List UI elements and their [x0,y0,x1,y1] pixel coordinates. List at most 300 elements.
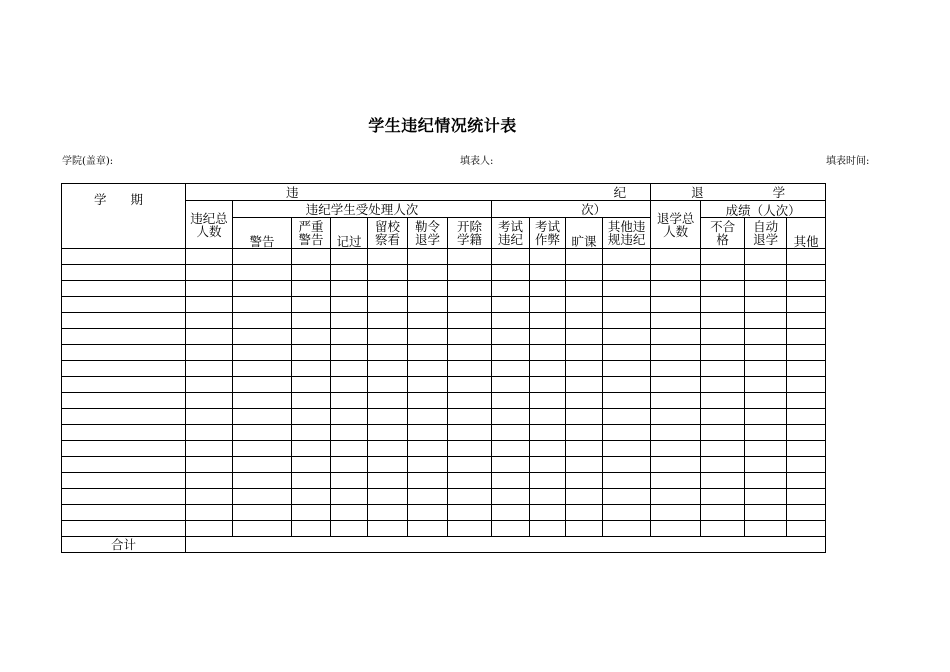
count-cell [368,505,408,521]
term-cell [62,281,186,297]
count-cell [701,393,745,409]
punishment-header: 违纪学生受处理人次 [233,201,492,218]
count-cell [368,457,408,473]
violation-group-header [186,184,651,201]
count-cell [233,265,292,281]
count-cell [233,457,292,473]
count-cell [651,281,701,297]
count-cell [745,489,787,505]
count-cell [566,393,603,409]
term-cell [62,313,186,329]
count-cell [787,425,826,441]
count-cell [408,409,448,425]
term-cell [62,377,186,393]
count-cell [701,441,745,457]
count-cell [233,393,292,409]
count-cell [651,521,701,537]
count-cell [292,441,331,457]
count-cell [566,345,603,361]
count-cell [448,505,492,521]
count-cell [233,345,292,361]
count-cell [233,441,292,457]
count-cell [492,409,530,425]
count-cell [787,377,826,393]
table-row [62,345,826,361]
count-cell [651,457,701,473]
count-cell [186,265,233,281]
count-cell [787,265,826,281]
count-cell [787,505,826,521]
count-cell [566,361,603,377]
count-cell [530,521,566,537]
count-cell [186,521,233,537]
count-cell [331,297,368,313]
table-row [62,249,826,265]
count-cell [448,265,492,281]
count-cell [701,473,745,489]
count-cell [492,377,530,393]
count-cell [331,409,368,425]
count-cell [566,297,603,313]
count-cell [651,489,701,505]
count-cell [651,329,701,345]
page-title: 学生违纪情况统计表 [368,116,517,135]
count-cell [787,489,826,505]
count-cell [448,377,492,393]
count-cell [368,425,408,441]
count-cell [530,361,566,377]
count-cell [233,473,292,489]
count-cell [745,249,787,265]
count-cell [368,393,408,409]
count-cell [566,425,603,441]
withdraw-group-right: 学 [772,184,786,200]
count-cell [787,457,826,473]
withdraw-group-header [651,184,826,201]
count-cell [787,281,826,297]
count-cell [603,473,651,489]
table-row [62,473,826,489]
count-cell [233,489,292,505]
count-cell [651,473,701,489]
table-row [62,377,826,393]
grades-header: 成绩（人次） [701,201,826,218]
count-cell [331,265,368,281]
count-cell [651,297,701,313]
count-cell [233,297,292,313]
count-cell [448,409,492,425]
table-row [62,361,826,377]
count-cell [787,313,826,329]
count-cell [651,409,701,425]
count-cell [787,441,826,457]
count-cell [448,281,492,297]
count-cell [745,521,787,537]
count-cell [186,441,233,457]
count-cell [368,489,408,505]
count-cell [651,249,701,265]
count-cell [492,489,530,505]
count-cell [233,425,292,441]
count-cell [492,313,530,329]
col-header-serious-warning: 严重 警告 [292,218,331,249]
count-cell [651,265,701,281]
count-cell [787,297,826,313]
count-cell [186,249,233,265]
count-cell [745,473,787,489]
count-cell [186,281,233,297]
count-cell [745,345,787,361]
col-header-exam-violation: 考试 违纪 [492,218,530,249]
count-cell [651,505,701,521]
table-row [62,505,826,521]
count-cell [368,297,408,313]
col-header-truancy: 旷课 [566,218,603,249]
count-cell [745,265,787,281]
count-cell [331,313,368,329]
count-cell [292,361,331,377]
count-cell [651,393,701,409]
count-cell [331,281,368,297]
col-header-demerit: 记过 [331,218,368,249]
count-cell [186,393,233,409]
count-cell [701,521,745,537]
count-cell [448,521,492,537]
count-cell [448,249,492,265]
count-cell [331,441,368,457]
count-cell [233,361,292,377]
table-row [62,393,826,409]
times-suffix-header: 次） [492,201,651,218]
col-header-expulsion: 开除 学籍 [448,218,492,249]
count-cell [530,505,566,521]
count-cell [408,441,448,457]
count-cell [701,313,745,329]
table-row [62,441,826,457]
count-cell [603,521,651,537]
count-cell [408,521,448,537]
count-cell [745,425,787,441]
count-cell [186,425,233,441]
count-cell [745,505,787,521]
count-cell [368,265,408,281]
count-cell [603,409,651,425]
college-seal-label: 学院(盖章): [62,156,114,167]
count-cell [745,313,787,329]
count-cell [186,329,233,345]
count-cell [492,345,530,361]
count-cell [603,313,651,329]
count-cell [745,297,787,313]
count-cell [492,521,530,537]
count-cell [701,249,745,265]
fill-date-label: 填表时间: [826,156,870,167]
count-cell [701,377,745,393]
count-cell [701,457,745,473]
count-cell [408,265,448,281]
count-cell [745,457,787,473]
count-cell [566,409,603,425]
count-cell [701,489,745,505]
count-cell [408,345,448,361]
count-cell [331,393,368,409]
count-cell [368,361,408,377]
count-cell [292,489,331,505]
count-cell [331,361,368,377]
count-cell [331,329,368,345]
count-cell [408,361,448,377]
count-cell [745,329,787,345]
count-cell [603,345,651,361]
total-label: 合计 [62,537,186,553]
count-cell [701,265,745,281]
count-cell [566,521,603,537]
col-header-exam-cheating: 考试 作弊 [530,218,566,249]
count-cell [292,297,331,313]
count-cell [701,345,745,361]
count-cell [603,281,651,297]
count-cell [448,313,492,329]
count-cell [745,281,787,297]
count-cell [408,393,448,409]
term-cell [62,393,186,409]
count-cell [186,409,233,425]
count-cell [603,393,651,409]
count-cell [331,249,368,265]
term-cell [62,425,186,441]
count-cell [701,361,745,377]
count-cell [233,521,292,537]
count-cell [492,425,530,441]
term-cell [62,457,186,473]
count-cell [651,345,701,361]
count-cell [368,441,408,457]
term-cell [62,329,186,345]
count-cell [566,489,603,505]
term-cell [62,265,186,281]
count-cell [651,425,701,441]
count-cell [292,521,331,537]
count-cell [292,265,331,281]
count-cell [566,281,603,297]
count-cell [233,505,292,521]
count-cell [331,425,368,441]
count-cell [787,329,826,345]
count-cell [566,377,603,393]
count-cell [408,313,448,329]
count-cell [186,473,233,489]
count-cell [448,457,492,473]
count-cell [233,409,292,425]
count-cell [492,473,530,489]
count-cell [651,441,701,457]
count-cell [603,297,651,313]
term-cell [62,409,186,425]
count-cell [448,441,492,457]
count-cell [368,313,408,329]
term-cell [62,473,186,489]
count-cell [368,377,408,393]
count-cell [701,409,745,425]
count-cell [186,505,233,521]
count-cell [331,505,368,521]
count-cell [530,473,566,489]
count-cell [448,345,492,361]
table-row [62,297,826,313]
count-cell [530,345,566,361]
count-cell [408,505,448,521]
table-row [62,313,826,329]
table-row [62,425,826,441]
count-cell [530,441,566,457]
violation-group-left: 违 [286,184,299,200]
count-cell [603,425,651,441]
term-cell [62,249,186,265]
term-cell [62,297,186,313]
count-cell [651,361,701,377]
count-cell [331,345,368,361]
col-header-warning: 警告 [233,218,292,249]
count-cell [701,505,745,521]
count-cell [745,393,787,409]
count-cell [408,249,448,265]
col-header-voluntary-withdrawal: 自动 退学 [745,218,787,249]
count-cell [701,281,745,297]
count-cell [448,473,492,489]
term-header: 学 期 [94,191,153,207]
count-cell [530,281,566,297]
table-row [62,409,826,425]
count-cell [651,313,701,329]
count-cell [331,457,368,473]
count-cell [331,489,368,505]
count-cell [566,329,603,345]
count-cell [701,297,745,313]
count-cell [530,249,566,265]
count-cell [292,425,331,441]
count-cell [368,473,408,489]
count-cell [368,409,408,425]
col-header-probation: 留校 察看 [368,218,408,249]
count-cell [566,505,603,521]
count-cell [651,377,701,393]
count-cell [233,313,292,329]
filled-by-label: 填表人: [460,156,494,167]
col-header-other-violations: 其他违 规违纪 [603,218,651,249]
count-cell [408,329,448,345]
col-header-other: 其他 [787,218,826,249]
count-cell [530,377,566,393]
count-cell [292,409,331,425]
count-cell [233,377,292,393]
term-cell [62,489,186,505]
count-cell [492,249,530,265]
count-cell [492,329,530,345]
table-row [62,281,826,297]
count-cell [448,361,492,377]
count-cell [186,297,233,313]
count-cell [492,361,530,377]
count-cell [530,393,566,409]
count-cell [292,313,331,329]
count-cell [566,313,603,329]
col-header-failed: 不合 格 [701,218,745,249]
count-cell [233,281,292,297]
count-cell [292,377,331,393]
term-cell [62,521,186,537]
count-cell [492,393,530,409]
term-cell [62,361,186,377]
count-cell [603,249,651,265]
total-value-cell [186,537,826,553]
count-cell [368,249,408,265]
count-cell [530,457,566,473]
count-cell [292,249,331,265]
count-cell [530,489,566,505]
count-cell [331,377,368,393]
count-cell [566,457,603,473]
count-cell [530,329,566,345]
count-cell [787,473,826,489]
count-cell [186,489,233,505]
table-row [62,329,826,345]
count-cell [492,457,530,473]
count-cell [603,457,651,473]
count-cell [292,393,331,409]
count-cell [603,377,651,393]
count-cell [368,329,408,345]
count-cell [233,249,292,265]
violation-group-right: 纪 [613,184,627,200]
count-cell [408,473,448,489]
col-header-total-violators: 违纪总 人数 [186,201,233,249]
count-cell [530,265,566,281]
count-cell [408,489,448,505]
count-cell [492,297,530,313]
count-cell [566,473,603,489]
count-cell [408,457,448,473]
count-cell [292,345,331,361]
count-cell [603,361,651,377]
count-cell [368,521,408,537]
table-row [62,521,826,537]
count-cell [745,409,787,425]
count-cell [368,345,408,361]
count-cell [408,377,448,393]
count-cell [292,457,331,473]
count-cell [368,281,408,297]
statistics-table [61,183,826,553]
count-cell [492,441,530,457]
count-cell [603,265,651,281]
count-cell [186,457,233,473]
table-row [62,265,826,281]
count-cell [530,425,566,441]
count-cell [787,249,826,265]
count-cell [530,409,566,425]
count-cell [603,329,651,345]
count-cell [603,441,651,457]
count-cell [787,393,826,409]
count-cell [787,361,826,377]
count-cell [408,297,448,313]
count-cell [448,489,492,505]
count-cell [233,329,292,345]
count-cell [331,521,368,537]
count-cell [701,329,745,345]
col-header-ordered-withdrawal: 勒令 退学 [408,218,448,249]
count-cell [448,425,492,441]
